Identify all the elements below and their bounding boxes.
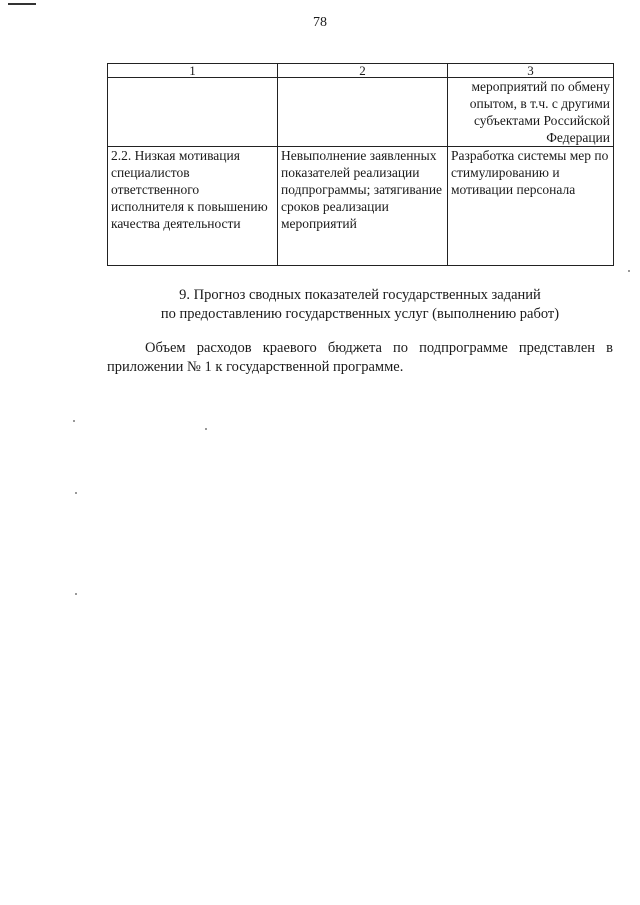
body-paragraph: Объем расходов краевого бюджета по подпрограмме представлен в приложении № 1 к государственной программе. [107,340,613,375]
table-cell: 2.2. Низкая мотивация специалистов ответственного исполнителя к повышению качества деятельности [108,147,278,266]
table-cell: Разработка системы мер по стимулированию и мотивации персонала [448,147,614,266]
scan-speck [75,492,77,494]
scan-speck [628,270,630,272]
column-header: 3 [448,64,614,78]
column-header: 2 [278,64,448,78]
risk-table [107,63,614,266]
table-row [108,78,614,147]
section-heading [107,286,613,324]
scan-speck [75,593,77,595]
section-heading-line: 9. Прогноз сводных показателей государственных заданий [179,287,541,303]
table-cell [108,78,278,147]
section-heading-line: по предоставлению государственных услуг (выполнению работ) [160,306,560,322]
table-cell: Невыполнение заявленных показателей реализации подпрограммы; затягивание сроков реализации мероприятий [278,147,448,266]
column-header: 1 [108,64,278,78]
page-number: 78 [313,15,327,30]
scan-speck [205,428,207,430]
table-row [108,147,614,266]
scan-speck [73,420,75,422]
scan-corner-mark [8,3,36,5]
table-header-row [108,64,614,78]
table-cell: мероприятий по обмену опытом, в т.ч. с другими субъектами Российской Федерации [448,78,614,147]
table-cell [278,78,448,147]
